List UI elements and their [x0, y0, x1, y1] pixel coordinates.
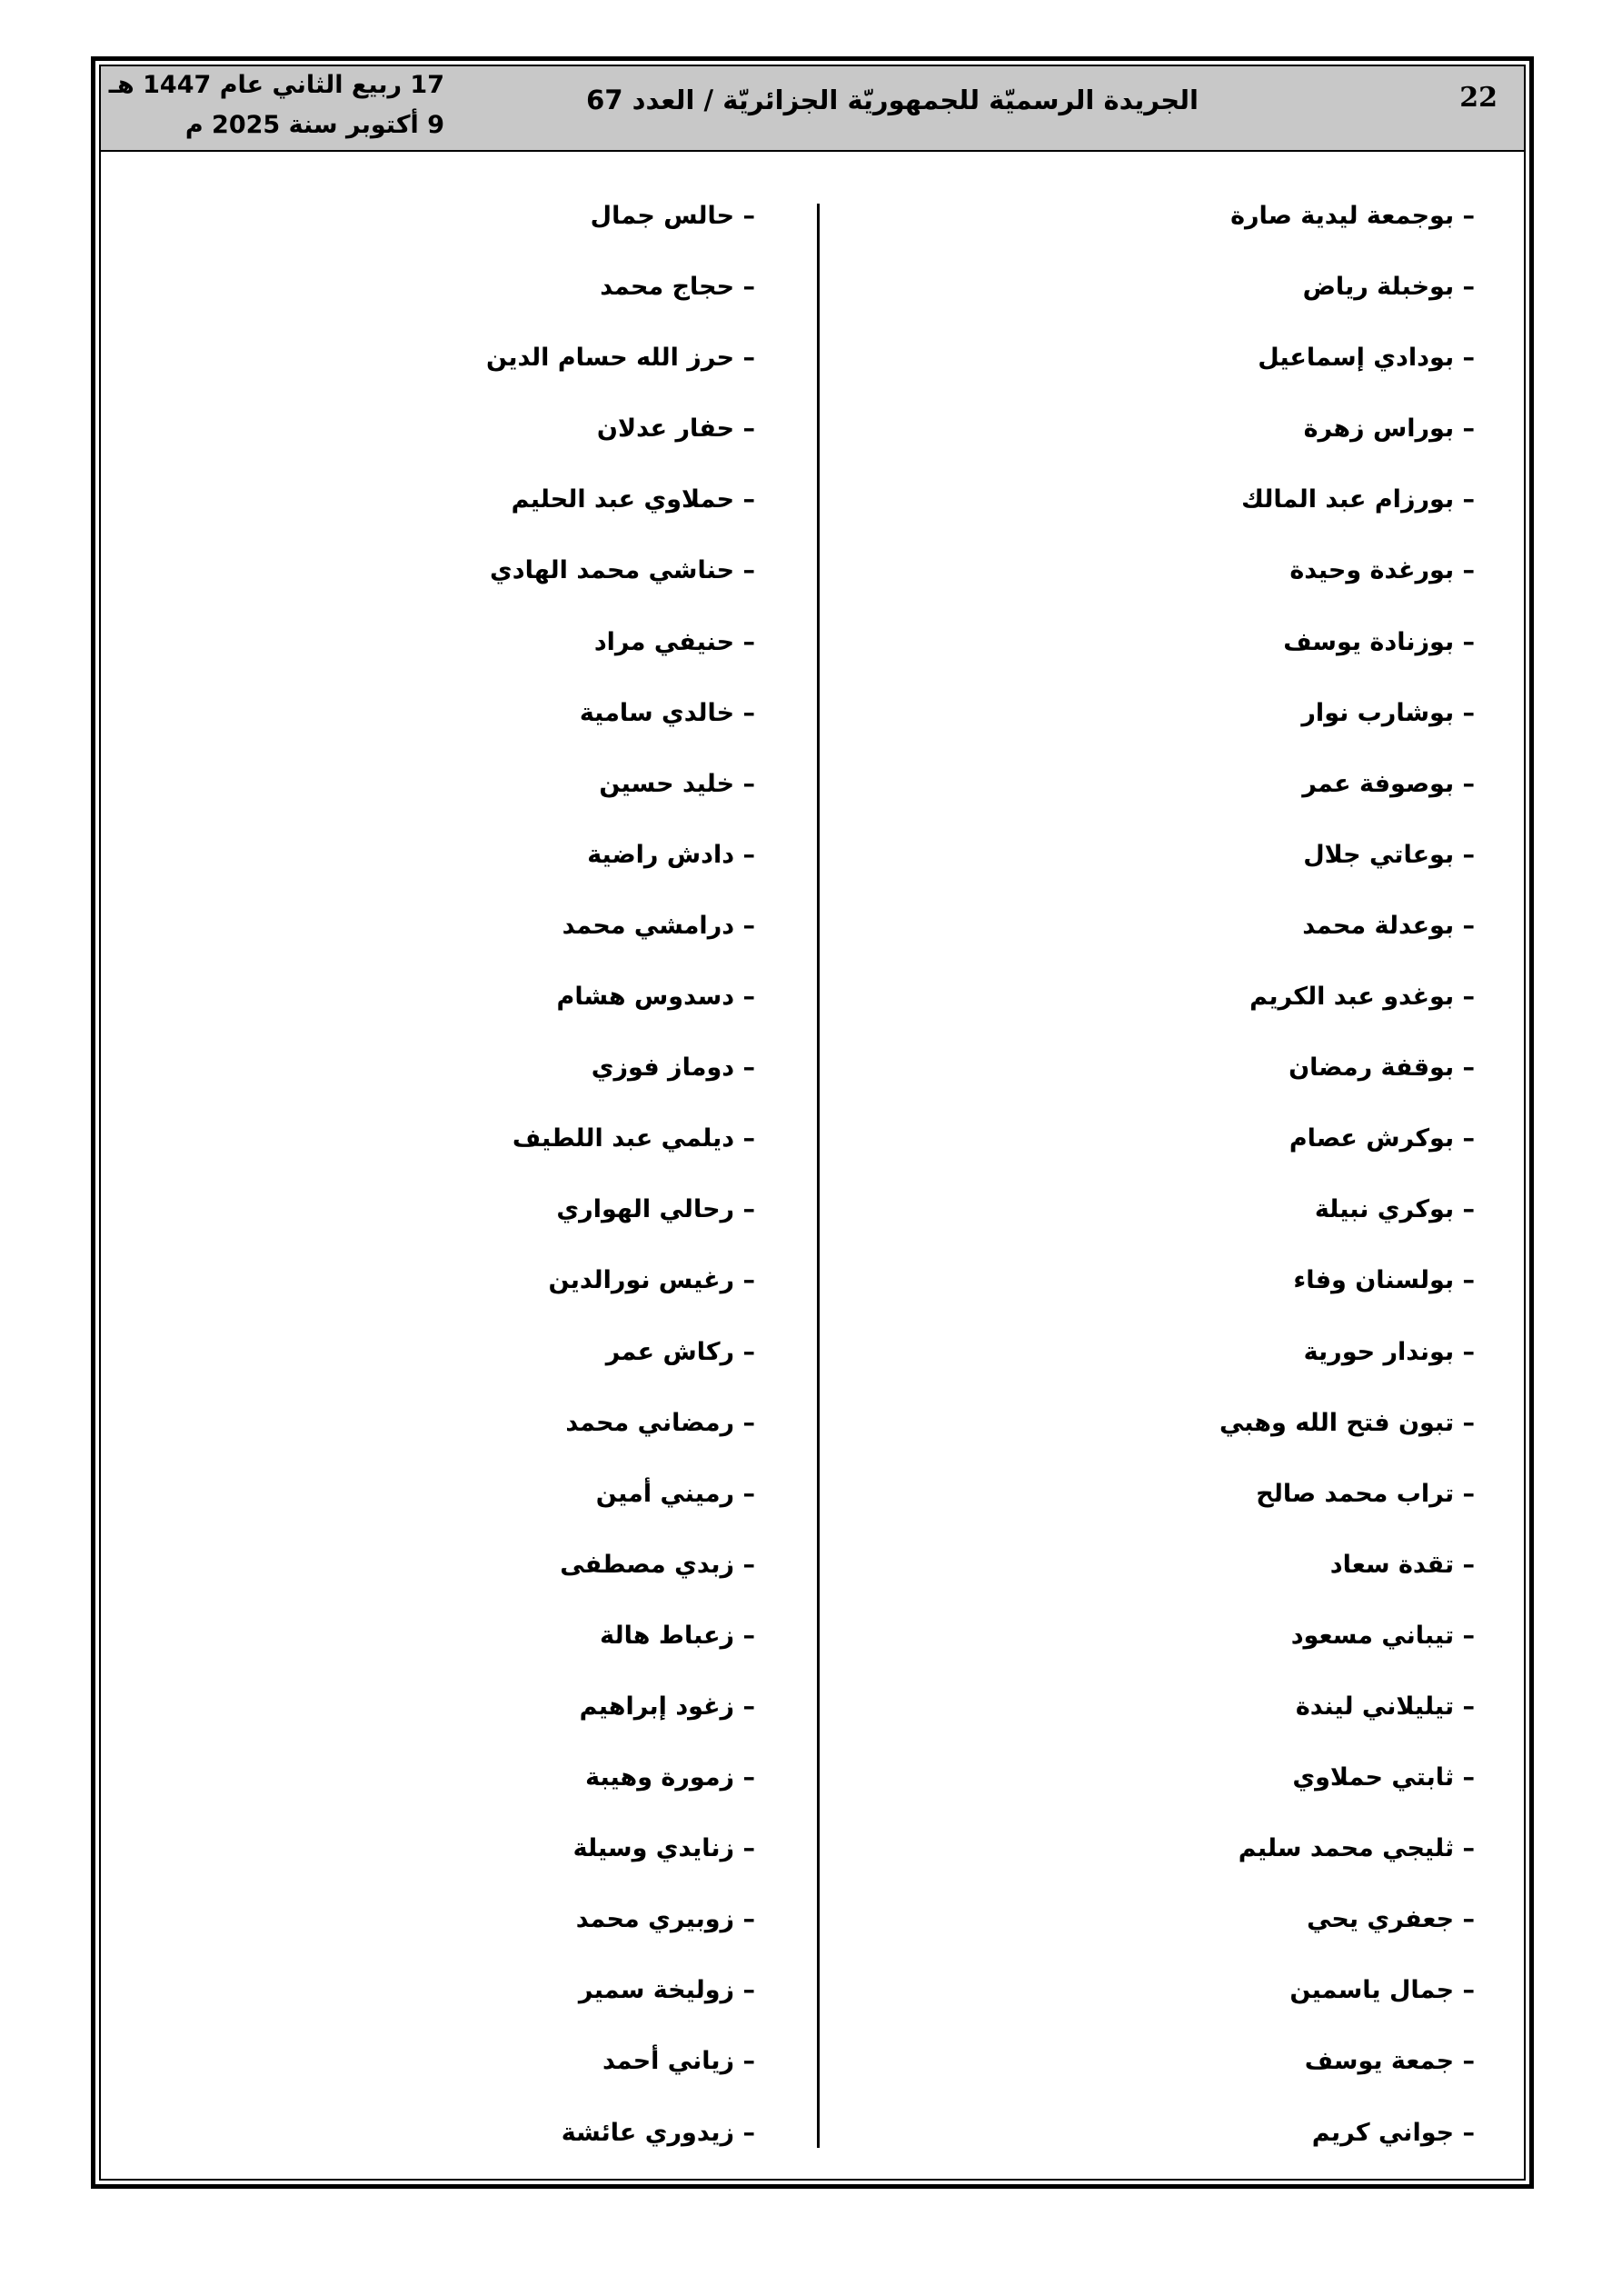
list-item: – زعباط هالة: [600, 1621, 755, 1650]
names-right-column: [893, 181, 1475, 2169]
list-item: – رحالي الهواري: [556, 1195, 755, 1224]
list-item: – خليد حسين: [599, 769, 755, 798]
list-item: – حرز الله حسام الدين: [486, 344, 755, 373]
list-item: – حجاج محمد: [600, 273, 755, 302]
list-item: – زبدي مصطفى: [560, 1550, 755, 1579]
list-item: – بوعاتي جلال: [1303, 840, 1475, 869]
list-item: – حملاوي عبد الحليم: [511, 485, 755, 514]
list-item: – جمعة يوسف: [1304, 2047, 1475, 2076]
list-item: – زنايدي وسيلة: [572, 1834, 755, 1863]
list-item: – تقدة سعاد: [1329, 1550, 1475, 1579]
list-item: – جواني كريم: [1311, 2118, 1475, 2147]
list-item: – حفار عدلان: [596, 414, 755, 444]
list-item: – ثليجي محمد سليم: [1238, 1834, 1475, 1863]
list-item: – دادش راضية: [587, 840, 755, 869]
page-header: [0, 0, 1622, 155]
list-item: – بوشارب نوار: [1301, 698, 1475, 727]
list-item: – بوقفة رمضان: [1289, 1053, 1475, 1083]
list-item: – رميني أمين: [595, 1479, 755, 1508]
list-item: – جعفري يحي: [1307, 1905, 1475, 1934]
list-item: – ثابتي حملاوي: [1292, 1763, 1475, 1792]
list-item: – بوعدلة محمد: [1302, 911, 1475, 940]
list-item: – درامشي محمد: [562, 911, 755, 940]
list-item: – زيدوري عائشة: [561, 2118, 755, 2147]
list-item: – بوكري نبيلة: [1314, 1195, 1475, 1224]
list-item: – بوكرش عصام: [1289, 1124, 1475, 1153]
list-item: – بوصوفة عمر: [1302, 769, 1475, 798]
list-item: – حالس جمال: [590, 202, 755, 230]
list-item: – زوليخة سمير: [578, 1976, 755, 2005]
list-item: – زياني أحمد: [602, 2047, 755, 2076]
list-item: – ركاش عمر: [605, 1337, 755, 1366]
list-item: – تراب محمد صالح: [1256, 1479, 1475, 1508]
issue-date: [81, 65, 444, 145]
list-item: – بوراس زهرة: [1303, 414, 1475, 444]
list-item: – بوندار حورية: [1303, 1337, 1475, 1366]
list-item: – زغود إبراهيم: [579, 1692, 755, 1721]
list-item: – جمال ياسمين: [1289, 1976, 1475, 2005]
names-left-column: [174, 181, 755, 2169]
list-item: – بورزام عبد المالك: [1241, 485, 1475, 514]
list-item: – بوزنادة يوسف: [1283, 627, 1475, 656]
list-item: – بوجمعة ليدية صارة: [1230, 202, 1475, 230]
date-hijri: 17 ربيع الثاني عام 1447 هـ: [108, 71, 444, 99]
list-item: – حناشي محمد الهادي: [489, 556, 755, 585]
column-divider: [817, 204, 820, 2148]
list-item: – ديلمي عبد اللطيف: [512, 1124, 755, 1153]
list-item: – تبون فتح الله وهبي: [1219, 1408, 1475, 1437]
list-item: – زوبيري محمد: [575, 1905, 755, 1934]
list-item: – بوخبلة رياض: [1302, 273, 1475, 302]
list-item: – دوماز فوزي: [591, 1053, 755, 1083]
list-item: – خالدي سامية: [579, 698, 755, 727]
list-item: – بولسنان وفاء: [1293, 1266, 1475, 1295]
list-item: – بوغدو عبد الكريم: [1249, 983, 1475, 1012]
journal-title: الجريدة الرسميّة للجمهوريّة الجزائريّة / العدد 67: [586, 85, 1199, 115]
list-item: – دسدوس هشام: [556, 983, 755, 1012]
list-item: – رغيس نورالدين: [548, 1266, 755, 1295]
list-item: – حنيفي مراد: [593, 627, 755, 656]
list-item: – بودادي إسماعيل: [1258, 344, 1475, 373]
list-item: – رمضاني محمد: [565, 1408, 755, 1437]
date-gregorian: 9 أكتوبر سنة 2025 م: [184, 111, 444, 139]
list-item: – تيليلاني ليندة: [1295, 1692, 1475, 1721]
page-number: 22: [1459, 82, 1498, 114]
list-item: – بورغدة وحيدة: [1289, 556, 1475, 585]
list-item: – زمورة وهيبة: [585, 1763, 755, 1792]
list-item: – تيباني مسعود: [1290, 1621, 1475, 1650]
